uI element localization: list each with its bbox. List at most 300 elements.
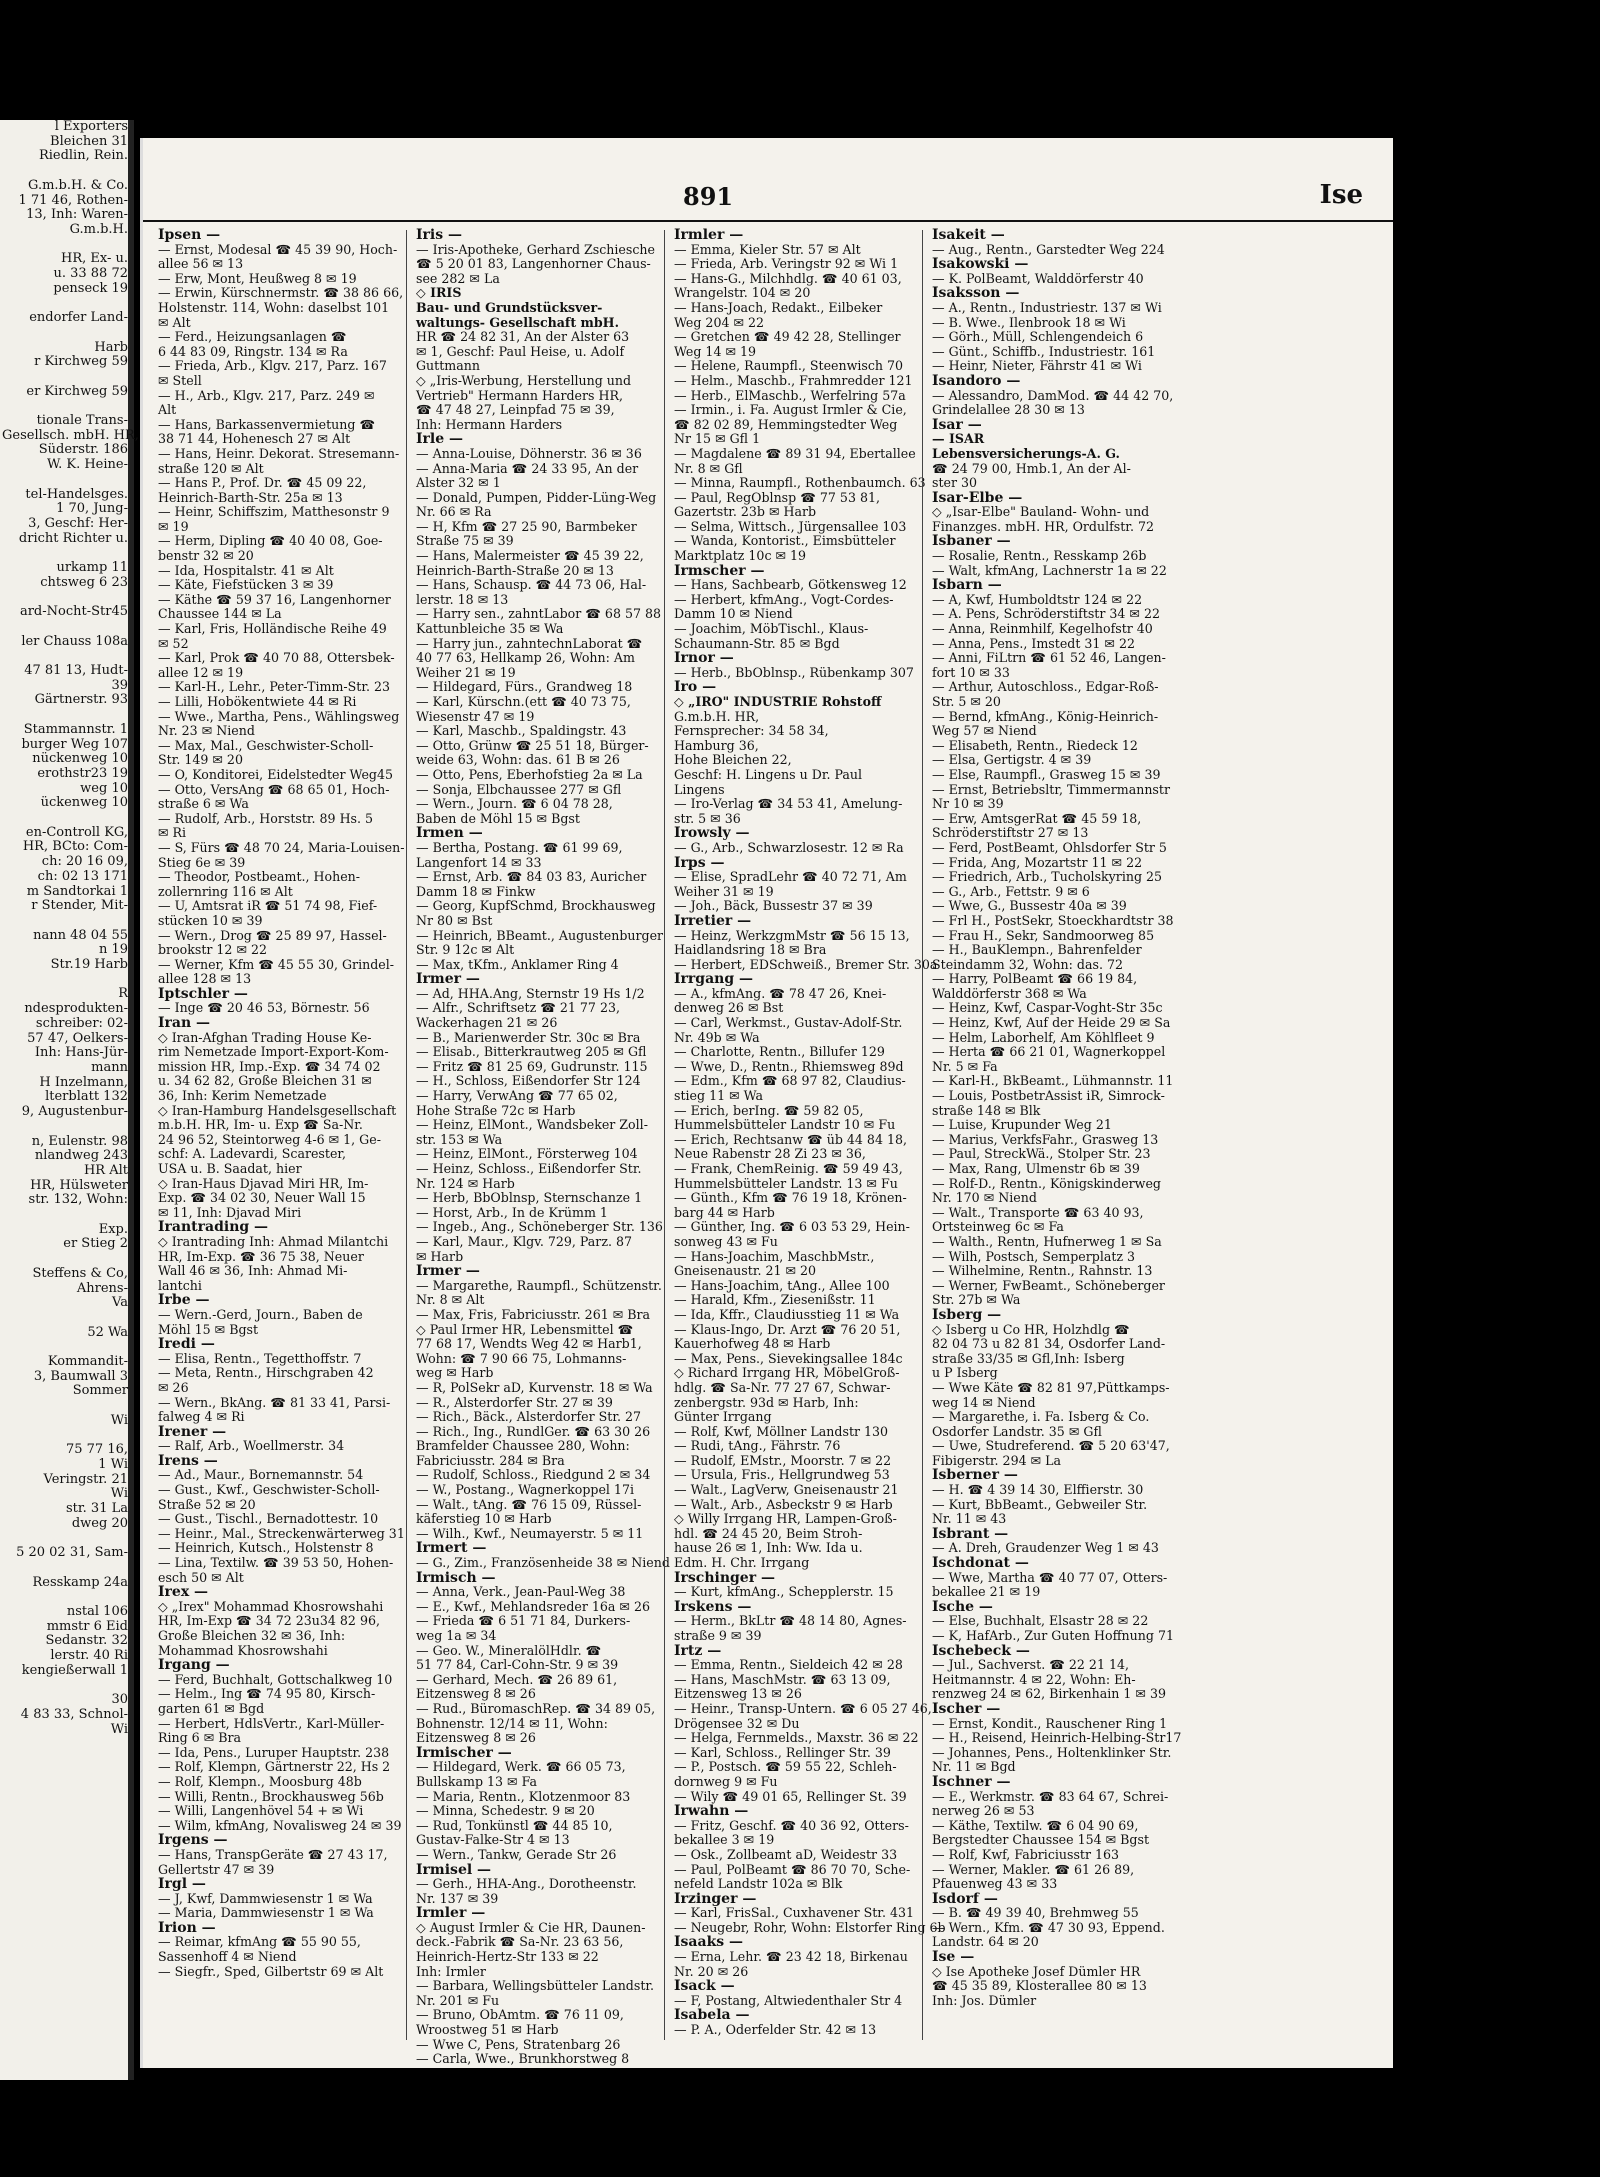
directory-entry-line: Guttmann <box>416 358 480 374</box>
directory-entry-line: — Helga, Fernmelds., Maxstr. 36 ✉ 22 <box>674 1730 919 1746</box>
left-page-line: Süderstr. 186 <box>38 442 128 458</box>
directory-entry-line: Nr. 66 ✉ Ra <box>416 504 492 520</box>
directory-entry-line: HR, Im-Exp ☎ 34 72 23u34 82 96, <box>158 1613 380 1629</box>
directory-entry-line: — Hans P., Prof. Dr. ☎ 45 09 22, <box>158 475 367 491</box>
left-page-line: erothstr23 19 <box>37 765 128 781</box>
directory-entry-line: — Elsa, Gertigstr. 4 ✉ 39 <box>932 752 1092 768</box>
left-page-line <box>0 1311 128 1326</box>
directory-entry-line: — Elisab., Bitterkrautweg 205 ✉ Gfl <box>416 1044 647 1060</box>
left-page-line: nlandweg 243 <box>34 1148 128 1164</box>
directory-entry-line: see 282 ✉ La <box>416 270 500 286</box>
directory-entry-line: — P. A., Oderfelder Str. 42 ✉ 13 <box>674 2022 877 2038</box>
directory-entry-line: Irretier — <box>674 912 752 929</box>
directory-entry-line: — Hans, Barkassenvermietung ☎ <box>158 416 376 432</box>
directory-entry-line: — Wwe, D., Rentn., Rhiemsweg 89d <box>674 1058 904 1074</box>
directory-entry-line: Isaksson — <box>932 285 1020 302</box>
left-page-line: Gärtnerstr. 93 <box>34 692 128 708</box>
directory-entry-line: hause 26 ✉ 1, Inh: Ww. Ida u. <box>674 1540 863 1556</box>
directory-entry-line: ◇ Iran-Hamburg Handelsgesellschaft <box>158 1102 397 1118</box>
directory-entry-line: — Carl, Werkmst., Gustav-Adolf-Str. <box>674 1015 903 1031</box>
left-page-line: Wi <box>110 1412 128 1428</box>
directory-entry-line: — Rolf, Klempn., Moosburg 48b <box>158 1773 362 1789</box>
left-page-line <box>0 973 128 988</box>
directory-entry-line: ☎ 45 35 89, Klosterallee 80 ✉ 13 <box>932 1978 1147 1994</box>
directory-entry-line: straße 120 ✉ Alt <box>158 460 264 476</box>
left-page-line <box>0 914 128 929</box>
directory-entry-line: weg ✉ Harb <box>416 1365 494 1381</box>
left-page-line: H Inzelmann, <box>39 1074 128 1090</box>
left-page-line: mmstr 6 Eid <box>46 1618 128 1634</box>
directory-entry-line: Wroostweg 51 ✉ Harb <box>416 2022 559 2038</box>
directory-entry-line: Nr. 201 ✉ Fu <box>416 1992 500 2008</box>
directory-entry-line: lerstr. 18 ✉ 13 <box>416 591 509 607</box>
left-page-line: 1 Wi <box>98 1456 128 1472</box>
directory-entry-line: — Helm, Laborhelf, Am Köhlfleet 9 <box>932 1029 1155 1045</box>
directory-entry-line: — Wern., Kfm. ☎ 47 30 93, Eppend. <box>932 1919 1165 1935</box>
left-page-line: Wi <box>110 1486 128 1502</box>
directory-entry-line: — Ida, Kffr., Claudiusstieg 11 ✉ Wa <box>674 1306 900 1322</box>
left-page-line: dricht Richter u. <box>18 530 128 546</box>
directory-entry-line: Irgens — <box>158 1832 228 1849</box>
left-page-line: G.m.b.H. & Co. <box>28 177 128 193</box>
directory-entry-line: — Hans, Heinr. Dekorat. Stresemann- <box>158 445 400 461</box>
directory-entry-line: — Lilli, Hobökentwiete 44 ✉ Ri <box>158 694 357 709</box>
directory-entry-line: — Ida, Hospitalstr. 41 ✉ Alt <box>158 562 334 578</box>
directory-entry-line: ◇ Iran-Afghan Trading House Ke- <box>158 1029 372 1045</box>
left-page-line: HR Alt <box>83 1162 128 1178</box>
directory-entry-line: — Herm., BkLtr ☎ 48 14 80, Agnes- <box>674 1613 907 1629</box>
directory-entry-line: — Walt., Arb., Asbeckstr 9 ✉ Harb <box>674 1496 893 1512</box>
directory-entry-line: Edm. H. Chr. Irrgang <box>674 1555 810 1571</box>
directory-entry-line: — Walth., Rentn, Hufnerweg 1 ✉ Sa <box>932 1233 1162 1249</box>
left-page-line: G.m.b.H. <box>69 221 128 237</box>
directory-entry-line: — Selma, Wittsch., Jürgensallee 103 <box>674 518 907 534</box>
directory-entry-line: Möhl 15 ✉ Bgst <box>158 1321 259 1337</box>
directory-entry-line: — Wilh., Kwf., Neumayerstr. 5 ✉ 11 <box>416 1525 644 1541</box>
directory-entry-line: — H, Kfm ☎ 27 25 90, Barmbeker <box>416 518 637 534</box>
left-page-line: chtsweg 6 23 <box>40 574 128 590</box>
directory-entry-line: — Iris-Apotheke, Gerhard Zschiesche <box>416 241 655 257</box>
directory-entry-line: Stieg 6e ✉ 39 <box>158 854 246 870</box>
left-page-line: Sommer <box>72 1383 128 1399</box>
directory-entry-line: Nr 15 ✉ Gfl 1 <box>674 431 761 447</box>
directory-entry-line: — H., BauKlempn., Bahrenfelder <box>932 942 1142 958</box>
directory-entry-line: Lingens <box>674 781 725 797</box>
directory-entry-line: — Klaus-Ingo, Dr. Arzt ☎ 76 20 51, <box>674 1321 901 1337</box>
directory-entry-line: m.b.H. HR, Im- u. Exp ☎ Sa-Nr. <box>158 1117 363 1133</box>
directory-entry-line: Irrgang — <box>674 971 754 988</box>
left-page-line: Ahrens- <box>76 1280 128 1296</box>
directory-entry-line: Mohammad Khosrowshahi <box>158 1642 328 1658</box>
directory-entry-line: Hamburg 36, <box>674 737 759 753</box>
left-page-line: HR, Ex- u. <box>60 251 128 267</box>
directory-entry-line: — Harry jun., zahntechnLaborat ☎ <box>416 635 643 651</box>
directory-entry-line: ◇ „Isar-Elbe" Bauland- Wohn- und <box>932 504 1150 520</box>
directory-entry-line: — Gust., Kwf., Geschwister-Scholl- <box>158 1482 380 1498</box>
directory-entry-line: — A, Kwf, Humboldtstr 124 ✉ 22 <box>932 591 1143 607</box>
directory-entry-line: — Wern., Tankw, Gerade Str 26 <box>416 1846 617 1862</box>
directory-entry-line: Ischdonat — <box>932 1555 1029 1572</box>
directory-entry-line: Irmler — <box>416 1905 486 1922</box>
directory-entry-line: — Hans-Joachim, tAng., Allee 100 <box>674 1277 890 1293</box>
left-page-line: 1 71 46, Rothen- <box>18 192 128 208</box>
directory-entry-line: — Rud, Tonkünstl ☎ 44 85 10, <box>416 1817 613 1833</box>
left-page-line <box>0 546 128 561</box>
directory-entry-line: — Max, tKfm., Anklamer Ring 4 <box>416 956 619 972</box>
left-page-line: penseck 19 <box>53 280 128 296</box>
directory-entry-line: — Louis, PostbetrAssist iR, Simrock- <box>932 1088 1165 1104</box>
directory-entry-line: Irle — <box>416 431 464 448</box>
directory-entry-line: — Wily ☎ 49 01 65, Rellinger St. 39 <box>674 1788 907 1804</box>
directory-entry-line: ◇ „IRO" INDUSTRIE Rohstoff <box>674 694 882 709</box>
directory-entry-line: — Alessandro, DamMod. ☎ 44 42 70, <box>932 387 1174 403</box>
directory-entry-line: — R., Alsterdorfer Str. 27 ✉ 39 <box>416 1394 613 1410</box>
directory-entry-line: hdl. ☎ 24 45 20, Beim Stroh- <box>674 1525 863 1541</box>
directory-entry-line: Hummelsbütteler Landstr. 13 ✉ Fu <box>674 1175 898 1191</box>
directory-entry-line: Weiher 21 ✉ 19 <box>416 664 516 680</box>
directory-entry-line: — B. ☎ 49 39 40, Brehmweg 55 <box>932 1905 1139 1921</box>
directory-entry-line: Hohe Bleichen 22, <box>674 752 792 768</box>
directory-entry-line: Nr. 170 ✉ Niend <box>932 1190 1037 1206</box>
directory-entry-line: Inh: Jos. Dümler <box>932 1992 1037 2008</box>
directory-entry-line: — Harald, Kfm., Ziesenißstr. 11 <box>674 1292 876 1308</box>
directory-entry-line: — Margarethe, Raumpfl., Schützenstr. <box>416 1277 662 1293</box>
directory-entry-line: Weiher 31 ✉ 19 <box>674 883 774 899</box>
directory-entry-line: — S, Fürs ☎ 48 70 24, Maria-Louisen- <box>158 839 405 855</box>
directory-entry-line: sonweg 43 ✉ Fu <box>674 1233 778 1249</box>
directory-entry-line: — Heinr., Transp-Untern. ☎ 6 05 27 46, <box>674 1700 932 1716</box>
directory-entry-line: Inh: Irmler <box>416 1963 486 1979</box>
directory-entry-line: Große Bleichen 32 ✉ 36, Inh: <box>158 1628 346 1643</box>
left-page-line: Veringstr. 21 <box>43 1471 128 1487</box>
directory-entry-line: — Karl-H., Lehr., Peter-Timm-Str. 23 <box>158 679 391 695</box>
directory-entry-line: Isandoro — <box>932 372 1021 389</box>
directory-entry-line: Heinrich-Barth-Straße 20 ✉ 13 <box>416 562 614 578</box>
directory-entry-line: hdlg. ☎ Sa-Nr. 77 27 67, Schwar- <box>674 1379 891 1395</box>
directory-entry-line: str. 5 ✉ 36 <box>674 810 741 826</box>
directory-entry-line: — H., Schloss, Eißendorfer Str 124 <box>416 1073 641 1089</box>
left-page-line: m Sandtorkai 1 <box>26 883 128 899</box>
directory-entry-line: Alt <box>158 402 177 418</box>
directory-entry-line: — Hans-Joach, Redakt., Eilbeker <box>674 299 883 315</box>
directory-entry-line: — U, Amtsrat iR ☎ 51 74 98, Fief- <box>158 898 378 914</box>
directory-entry-line: — Wwe, G., Bussestr 40a ✉ 39 <box>932 898 1127 914</box>
directory-entry-line: — Fritz ☎ 81 25 69, Gudrunstr. 115 <box>416 1058 648 1074</box>
directory-entry-line: — Otto, Pens, Eberhofstieg 2a ✉ La <box>416 766 643 782</box>
directory-entry-line: — Frieda, Arb. Veringstr 92 ✉ Wi 1 <box>674 256 899 272</box>
directory-entry-line: — K. PolBeamt, Walddörferstr 40 <box>932 270 1144 286</box>
directory-entry-line: — Hildegard, Fürs., Grandweg 18 <box>416 679 633 695</box>
directory-entry-line: Finanzges. mbH. HR, Ordulfstr. 72 <box>932 518 1154 534</box>
directory-entry-line: — Hans-Joachim, MaschbMstr., <box>674 1248 875 1264</box>
left-page-line: 5 20 02 31, Sam- <box>16 1545 128 1561</box>
directory-entry-line: Fibigerstr. 294 ✉ La <box>932 1452 1062 1468</box>
left-page-line <box>0 811 128 826</box>
directory-entry-line: — Walt., Transporte ☎ 63 40 93, <box>932 1204 1144 1220</box>
left-page-line <box>0 620 128 635</box>
directory-entry-line: Nr. 8 ✉ Alt <box>416 1292 485 1308</box>
directory-entry-line: 40 77 63, Hellkamp 26, Wohn: Am <box>416 650 635 666</box>
directory-entry-line: — Käthe ☎ 59 37 16, Langenhorner <box>158 591 391 607</box>
directory-entry-line: — Ernst, Betriebsltr, Timmermannstr <box>932 781 1170 797</box>
directory-entry-line: Ortsteinweg 6c ✉ Fa <box>932 1219 1064 1235</box>
directory-entry-line: — Helene, Raumpfl., Steenwisch 70 <box>674 358 904 374</box>
directory-entry-line: Bau- und Grundstücksver- <box>416 299 603 315</box>
directory-entry-line: — Bruno, ObAmtm. ☎ 76 11 09, <box>416 2007 624 2023</box>
directory-entry-line: u P Isberg <box>932 1365 998 1381</box>
left-page-line: nückenweg 10 <box>32 751 128 767</box>
directory-entry-line: — Jul., Sachverst. ☎ 22 21 14, <box>932 1657 1129 1673</box>
directory-entry-line: — Walt., tAng. ☎ 76 15 09, Rüssel- <box>416 1496 642 1512</box>
left-page-line: 57 47, Oelkers- <box>27 1030 128 1046</box>
directory-entry-line: Isaaks — <box>674 1934 744 1951</box>
directory-entry-line: Iro — <box>674 679 717 696</box>
directory-entry-line: Ipsen — <box>158 227 221 243</box>
left-page-line: Gesellsch. mbH. HR, <box>2 427 139 443</box>
directory-entry-line: — Willi, Rentn., Brockhausweg 56b <box>158 1788 384 1804</box>
directory-entry-line: Isbarn — <box>932 577 1002 594</box>
directory-entry-line: 82 04 73 u 82 81 34, Osdorfer Land- <box>932 1336 1166 1352</box>
left-page-line: 3, Geschf: Her- <box>28 515 128 531</box>
directory-entry-line: Irmler — <box>674 227 744 243</box>
directory-entry-line: ◇ August Irmler & Cie HR, Daunen- <box>416 1919 646 1935</box>
left-page-line: lterblatt 132 <box>45 1089 128 1105</box>
directory-entry-line: ✉ 19 <box>158 518 189 534</box>
directory-entry-line: käferstieg 10 ✉ Harb <box>416 1511 552 1527</box>
directory-entry-line: Wiesenstr 47 ✉ 19 <box>416 708 535 724</box>
left-page-line: ard-Nocht-Str45 <box>19 604 128 620</box>
directory-entry-line: benstr 32 ✉ 20 <box>158 548 254 564</box>
left-page-line <box>0 591 128 606</box>
directory-entry-line: Gustav-Falke-Str 4 ✉ 13 <box>416 1832 570 1848</box>
directory-entry-line: ◇ Paul Irmer HR, Lebensmittel ☎ <box>416 1321 634 1337</box>
left-page-line: str. 31 La <box>65 1501 128 1517</box>
directory-entry-line: — Karl, Maschb., Spaldingstr. 43 <box>416 723 627 739</box>
directory-entry-line: — Frau H., Sekr, Sandmoorweg 85 <box>932 927 1155 943</box>
left-page-line <box>0 1561 128 1576</box>
directory-entry-line: Iris — <box>416 227 462 243</box>
directory-entry-line: ster 30 <box>932 475 978 491</box>
directory-entry-line: Heinrich-Hertz-Str 133 ✉ 22 <box>416 1949 599 1965</box>
directory-entry-line: — Herb., BbOblnsp., Rübenkamp 307 <box>674 664 914 680</box>
directory-entry-line: Wackerhagen 21 ✉ 26 <box>416 1015 558 1031</box>
left-page-line: ndesprodukten- <box>24 1001 128 1017</box>
directory-entry-line: — Else, Buchhalt, Elsastr 28 ✉ 22 <box>932 1613 1149 1629</box>
directory-entry-line: — Otto, Grünw ☎ 25 51 18, Bürger- <box>416 737 649 753</box>
directory-entry-line: Osdorfer Landstr. 35 ✉ Gfl <box>932 1423 1102 1439</box>
directory-entry-line: Irex — <box>158 1584 209 1601</box>
left-page-line: r Stender, Mit- <box>31 898 128 914</box>
directory-entry-line: fort 10 ✉ 33 <box>932 664 1010 680</box>
left-page-line: HR, BCto: Com- <box>22 839 128 855</box>
directory-entry-line: — Erna, Lehr. ☎ 23 42 18, Birkenau <box>674 1949 908 1965</box>
left-page-line: mann <box>91 1060 128 1075</box>
directory-entry-line: — Harry, VerwAng ☎ 77 65 02, <box>416 1088 618 1104</box>
left-page-line: Steffens & Co, <box>32 1265 128 1281</box>
directory-page <box>140 138 1393 2068</box>
directory-column-1 <box>158 227 405 2048</box>
directory-entry-line: Eitzensweg 8 ✉ 26 <box>416 1686 536 1702</box>
directory-entry-line: Irmisch — <box>416 1569 496 1586</box>
directory-entry-line: Ischner — <box>932 1773 1011 1790</box>
directory-entry-line: — Marius, VerkfsFahr., Grasweg 13 <box>932 1131 1159 1147</box>
directory-entry-line: Irgang — <box>158 1657 230 1674</box>
directory-entry-line: Isdorf — <box>932 1890 998 1907</box>
directory-entry-line: Sassenhoff 4 ✉ Niend <box>158 1949 297 1965</box>
directory-entry-line: — H., Arb., Klgv. 217, Parz. 249 ✉ <box>158 387 375 403</box>
directory-entry-line: Heitmannstr. 4 ✉ 22, Wohn: Eh- <box>932 1671 1136 1687</box>
directory-entry-line: — Theodor, Postbeamt., Hohen- <box>158 869 361 885</box>
directory-entry-line: — Frieda, Arb., Klgv. 217, Parz. 167 <box>158 358 387 374</box>
directory-entry-line: — Rolf, Kwf, Möllner Landstr 130 <box>674 1423 889 1439</box>
directory-entry-line: — Werner, Makler. ☎ 61 26 89, <box>932 1861 1135 1877</box>
directory-entry-line: — Erwin, Kürschnermstr. ☎ 38 86 66, <box>158 285 404 301</box>
directory-entry-line: — Johannes, Pens., Holtenklinker Str. <box>932 1744 1172 1760</box>
directory-entry-line: Ise — <box>932 1949 975 1966</box>
directory-entry-line: ◇ Irantrading Inh: Ahmad Milantchi <box>158 1233 389 1249</box>
directory-entry-line: — Iro-Verlag ☎ 34 53 41, Amelung- <box>674 796 903 812</box>
left-page-line: ch: 20 16 09, <box>41 854 128 870</box>
left-page-line: Inh: Hans-Jür- <box>34 1045 128 1061</box>
left-page-line <box>0 1532 128 1547</box>
directory-entry-line: Irens — <box>158 1452 218 1469</box>
directory-entry-line: — Walt., LagVerw, Gneisenaustr 21 <box>674 1482 899 1498</box>
directory-entry-line: rim Nemetzade Import-Export-Kom- <box>158 1044 389 1060</box>
directory-entry-line: — Ad, HHA.Ang, Sternstr 19 Hs 1/2 <box>416 985 645 1001</box>
directory-entry-line: HR, Im-Exp. ☎ 36 75 38, Neuer <box>158 1248 364 1264</box>
directory-entry-line: Fabriciusstr. 284 ✉ Bra <box>416 1452 565 1468</box>
directory-entry-line: Weg 14 ✉ 19 <box>674 343 757 359</box>
directory-entry-line: Irmert — <box>416 1540 487 1557</box>
directory-entry-line: — Heinz, Schloss., Eißendorfer Str. <box>416 1161 642 1176</box>
directory-entry-line: ✉ 11, Inh: Djavad Miri <box>158 1204 302 1220</box>
directory-entry-line: — Karl, Maur., Klgv. 729, Parz. 87 <box>416 1233 632 1249</box>
directory-entry-line: Wohn: ☎ 7 90 66 75, Lohmanns- <box>416 1350 627 1366</box>
directory-entry-line: — Wern., Journ. ☎ 6 04 78 28, <box>416 796 613 812</box>
directory-entry-line: Lebensversicherungs-A. G. <box>932 445 1120 461</box>
directory-entry-line: Steindamm 32, Wohn: das. 72 <box>932 956 1123 972</box>
left-page-line: 30 <box>111 1692 128 1708</box>
directory-entry-line: Irskens — <box>674 1598 752 1615</box>
directory-entry-line: — A., Rentn., Industriestr. 137 ✉ Wi <box>932 299 1162 315</box>
directory-entry-line: — Ursula, Fris., Hellgrundweg 53 <box>674 1467 890 1483</box>
directory-entry-line: — Herb., ElMaschb., Werfelring 57a <box>674 387 906 403</box>
directory-entry-line: — Erw, AmtsgerRat ☎ 45 59 18, <box>932 810 1142 826</box>
directory-entry-line: — Osk., Zollbeamt aD, Weidestr 33 <box>674 1846 898 1862</box>
left-page-line: er Stieg 2 <box>63 1236 128 1252</box>
directory-entry-line: — Rolf-D., Rentn., Königskinderweg <box>932 1175 1161 1191</box>
directory-entry-line: — Wwe C, Pens, Stratenbarg 26 <box>416 2036 621 2052</box>
directory-entry-line: Baben de Möhl 15 ✉ Bgst <box>416 810 580 826</box>
directory-entry-line: Irwahn — <box>674 1803 749 1820</box>
directory-entry-line: falweg 4 ✉ Ri <box>158 1409 245 1425</box>
left-page-line: n 19 <box>98 942 128 958</box>
directory-entry-line: — Horst, Arb., In de Krümm 1 <box>416 1204 608 1220</box>
directory-entry-line: Kattunbleiche 35 ✉ Wa <box>416 621 564 637</box>
directory-entry-line: — Max, Rang, Ulmenstr 6b ✉ 39 <box>932 1161 1140 1176</box>
directory-entry-line: — Emma, Rentn., Sieldeich 42 ✉ 28 <box>674 1657 903 1673</box>
directory-entry-line: Damm 10 ✉ Niend <box>674 606 793 622</box>
directory-entry-line: — Ida, Pens., Luruper Hauptstr. 238 <box>158 1744 390 1760</box>
directory-entry-line: ◇ Willy Irrgang HR, Lampen-Groß- <box>674 1511 897 1527</box>
directory-entry-line: — Görh., Müll, Schlengendeich 6 <box>932 329 1144 345</box>
directory-entry-line: ✉ 52 <box>158 635 189 651</box>
directory-entry-line: Nr 80 ✉ Bst <box>416 912 493 928</box>
column-divider <box>922 230 923 2040</box>
directory-entry-line: — Herta ☎ 66 21 01, Wagnerkoppel <box>932 1044 1166 1060</box>
directory-entry-line: 24 96 52, Steintorweg 4-6 ✉ 1, Ge- <box>158 1131 381 1147</box>
directory-entry-line: Irmscher — <box>674 562 765 579</box>
directory-entry-line: — Wwe Käte ☎ 82 81 97,Püttkamps- <box>932 1379 1170 1395</box>
directory-entry-line: Exp. ☎ 34 02 30, Neuer Wall 15 <box>158 1190 366 1206</box>
left-page-line: tel-Handelsges. <box>25 486 128 502</box>
directory-entry-line: — Heinrich, Kutsch., Holstenstr 8 <box>158 1540 374 1556</box>
directory-entry-line: lantchi <box>158 1277 202 1293</box>
directory-entry-line: 38 71 44, Hohenesch 27 ✉ Alt <box>158 431 351 447</box>
directory-entry-line: — Bertha, Postang. ☎ 61 99 69, <box>416 839 623 855</box>
directory-entry-line: — Hildegard, Werk. ☎ 66 05 73, <box>416 1759 626 1775</box>
directory-entry-line: Haidlandsring 18 ✉ Bra <box>674 942 827 958</box>
directory-entry-line: Eitzensweg 13 ✉ 26 <box>674 1686 802 1702</box>
directory-entry-line: — Heinz, ElMont., Wandsbeker Zoll- <box>416 1117 648 1133</box>
directory-entry-line: Ische — <box>932 1598 993 1615</box>
directory-entry-line: mission HR, Imp.-Exp. ☎ 34 74 02 <box>158 1058 381 1074</box>
left-page-line: Exp. <box>98 1221 128 1237</box>
directory-entry-line: 6 44 83 09, Ringstr. 134 ✉ Ra <box>158 343 348 359</box>
directory-entry-line: ◇ Ise Apotheke Josef Dümler HR <box>932 1963 1141 1979</box>
left-page-line <box>0 708 128 723</box>
directory-entry-line: G.m.b.H. HR, <box>674 708 760 724</box>
directory-entry-line: — Heinr., Mal., Streckenwärterweg 31 <box>158 1525 405 1541</box>
directory-entry-line: — Anna, Pens., Imstedt 31 ✉ 22 <box>932 635 1136 651</box>
left-page-line: 13, Inh: Waren- <box>26 207 128 223</box>
directory-entry-line: Irmer — <box>416 1263 480 1280</box>
directory-entry-line: — Joh., Bäck, Bussestr 37 ✉ 39 <box>674 898 873 914</box>
directory-entry-line: Geschf: H. Lingens u Dr. Paul <box>674 766 863 782</box>
directory-entry-line: Schröderstiftstr 27 ✉ 13 <box>932 825 1089 841</box>
page-number: 891 <box>683 182 734 211</box>
directory-entry-line: ◇ „Irex" Mohammad Khosrowshahi <box>158 1598 384 1614</box>
directory-entry-line: — Karl-H., BkBeamt., Lühmannstr. 11 <box>932 1073 1174 1089</box>
directory-entry-line: Str. 5 ✉ 20 <box>932 694 1001 709</box>
directory-entry-line: — A. Pens, Schröderstiftstr 34 ✉ 22 <box>932 606 1160 622</box>
left-page-line: 39 <box>111 677 128 693</box>
directory-entry-line: Iredi — <box>158 1336 215 1353</box>
directory-entry-line: straße 9 ✉ 39 <box>674 1628 762 1643</box>
directory-entry-line: — Ernst, Kondit., Rauschener Ring 1 <box>932 1715 1168 1731</box>
directory-entry-line: — Siegfr., Sped, Gilbertstr 69 ✉ Alt <box>158 1963 384 1979</box>
left-page-line: ückenweg 10 <box>40 795 128 811</box>
directory-entry-line: — Karl, Prok ☎ 40 70 88, Ottersbek- <box>158 650 395 666</box>
directory-entry-line: Hohe Straße 72c ✉ Harb <box>416 1102 576 1118</box>
left-page-line: Harb <box>94 339 128 355</box>
left-page-line: l Exporters <box>54 119 128 134</box>
directory-entry-line: — H. ☎ 4 39 14 30, Elffierstr. 30 <box>932 1482 1144 1498</box>
left-page-line: dweg 20 <box>71 1515 128 1531</box>
directory-entry-line: — Alfr., Schriftsetz ☎ 21 77 23, <box>416 1000 620 1016</box>
page-header <box>143 180 1393 222</box>
directory-entry-line: Ischer — <box>932 1700 1001 1717</box>
directory-entry-line: — Wwe., Martha, Pens., Wählingsweg <box>158 708 400 724</box>
directory-entry-line: — Minna, Raumpfl., Rothenbaumch. 63 <box>674 475 926 491</box>
left-page-line <box>0 1340 128 1355</box>
directory-entry-line: Walddörferstr 368 ✉ Wa <box>932 985 1087 1001</box>
left-page-line: ler Chauss 108a <box>21 633 128 649</box>
directory-entry-line: Holstenstr. 114, Wohn: daselbst 101 <box>158 299 390 315</box>
left-page-line <box>0 473 128 488</box>
directory-entry-line: — Heinz, Kwf, Auf der Heide 29 ✉ Sa <box>932 1015 1171 1031</box>
directory-entry-line: Irps — <box>674 854 725 871</box>
